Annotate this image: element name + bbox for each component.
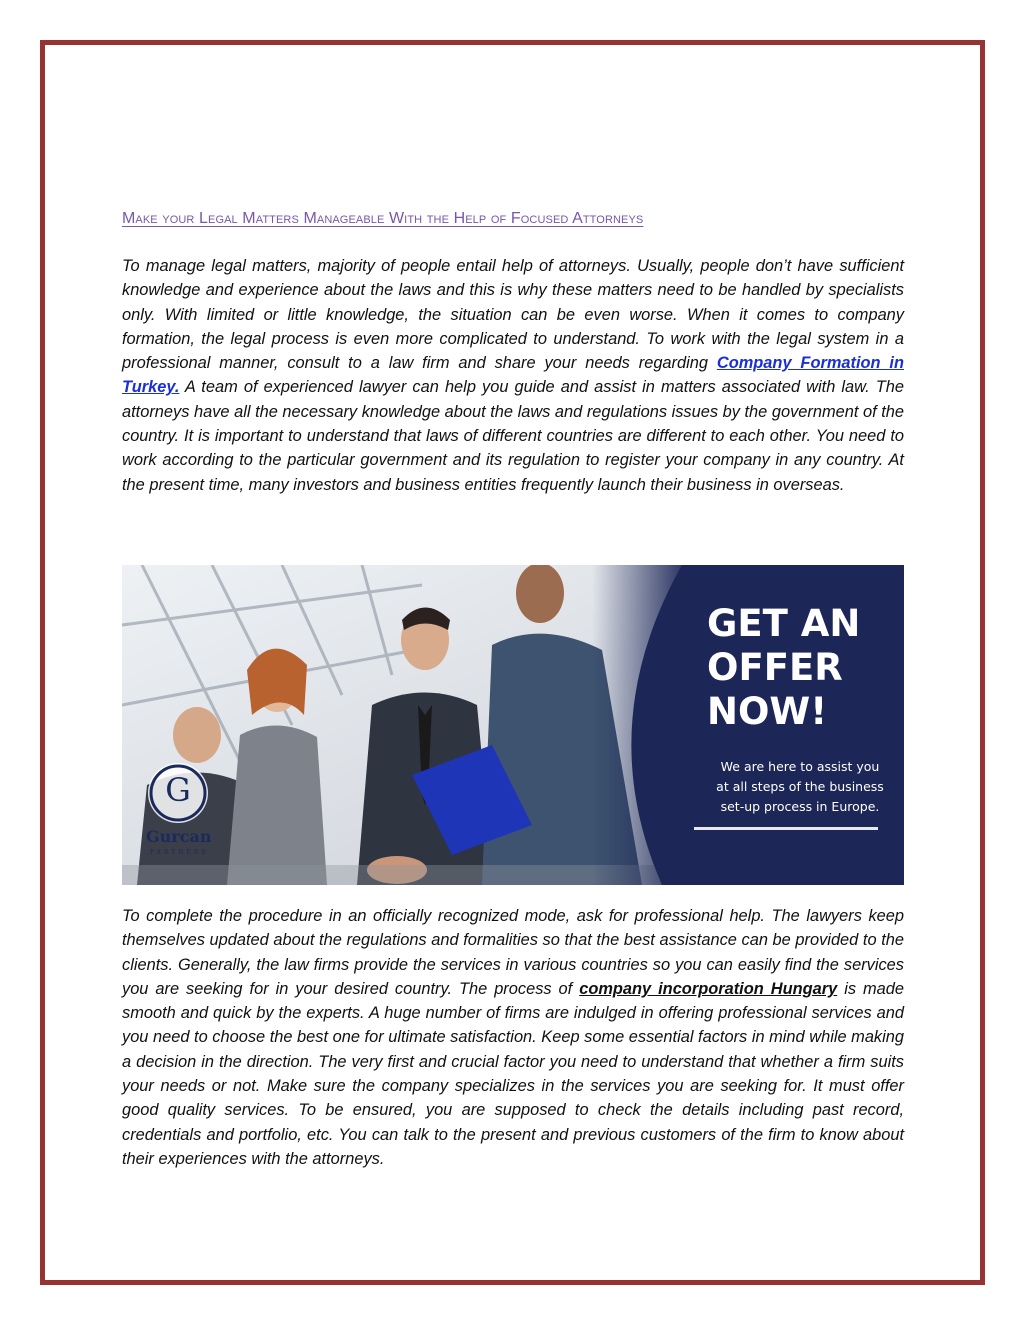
intro-paragraph [122, 254, 904, 497]
offer-banner-image[interactable] [122, 565, 904, 885]
company-formation-turkey-link[interactable]: Company Formation in Turkey. [122, 354, 904, 397]
intro-text-end: A team of experienced lawyer can help you guide and assist in matters associated with law. The attorneys have all the necessary knowledge about the laws and regulations issues by the government of the country. It is important to understand that laws of different countries are different to each other. You need to work according to the particular government and its regulation to register your company in any country. At the present time, many investors and business entities frequently launch their business in overseas. [122, 378, 904, 494]
gurcan-logo-letter: G [165, 771, 191, 809]
intro-text-start: To manage legal matters, majority of people entail help of attorneys. Usually, people don’t have sufficient knowledge and experience about the laws and this is why these matters need to be handled by specialists only. With limited or little knowledge, the situation can be even worse. When it comes to company formation, the legal process is even more complicated to understand. To work with the legal system in a professional manner, consult to a law firm and share your needs regarding [122, 257, 904, 373]
article-heading: Make your Legal Matters Manageable With the Help of Focused Attorneys [122, 210, 644, 227]
offer-divider [694, 827, 878, 830]
offer-subtext: We are here to assist you at all steps of the business set-up process in Europe. [716, 759, 884, 814]
company-incorporation-hungary-link[interactable]: company incorporation Hungary [579, 979, 838, 998]
offer-headline: GET AN OFFER NOW! [707, 602, 861, 733]
body-text-start: To complete the procedure in an officially recognized mode, ask for professional help. The lawyers keep themselves updated about the regulations and formalities so that the best assistance can be provided to the clients. Generally, the law firms provide the services in various countries so you can easily find the services you are seeking for in your desired country. The process of [122, 907, 904, 998]
body-paragraph [122, 904, 904, 1171]
body-text-end: is made smooth and quick by the experts. A huge number of firms are indulged in offering professional services and you need to choose the best one for ultimate satisfaction. Keep some essential factors in mind while making a decision in the direction. The very first and crucial factor you need to understand that whether a firm suits your needs or not. Make sure the company specializes in the services you are seeking for. It must offer good quality services. To be ensured, you are supposed to check the details including past record, credentials and portfolio, etc. You can talk to the present and previous customers of the firm to know about their experiences with the attorneys. [122, 979, 904, 1168]
gurcan-logo-name: Gurcan [146, 827, 212, 846]
gurcan-logo-tagline: PARTNERS [150, 849, 209, 856]
